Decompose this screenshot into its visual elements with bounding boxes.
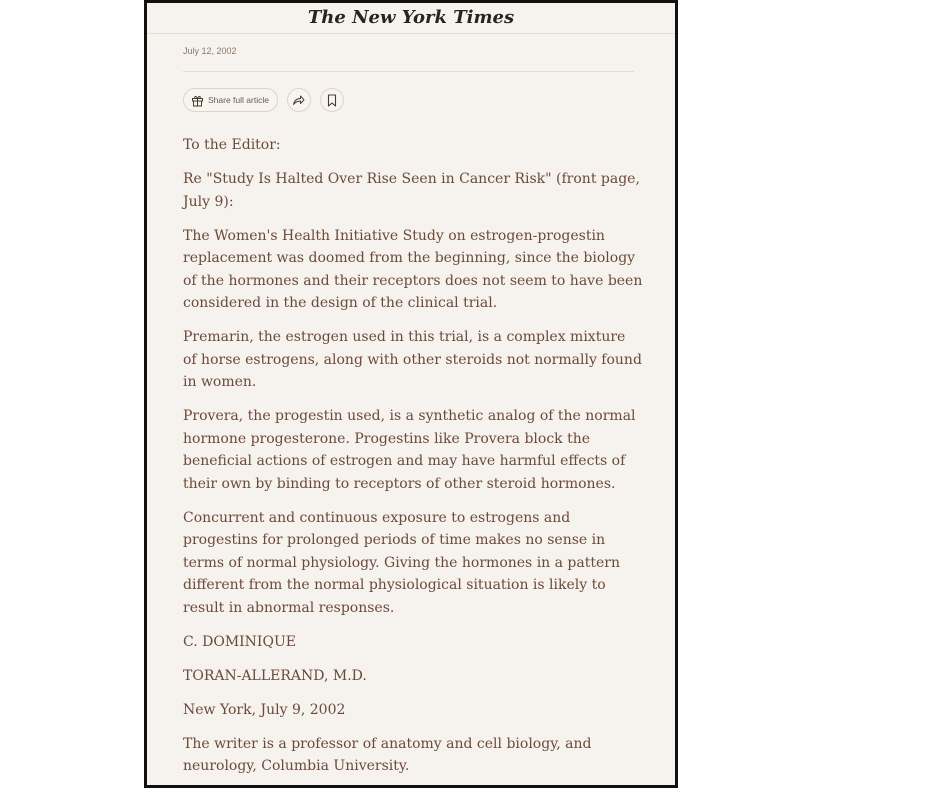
paragraph: Concurrent and continuous exposure to estrogens and progestins for prolonged periods of time makes no sense in terms of normal physiology. Giving the hormones in a pattern different from the normal physiological situation is likely to result in abnormal responses. (183, 509, 620, 616)
paragraph: The Women's Health Initiative Study on estrogen-progestin replacement was doomed from the beginning, since the biology of the hormones and their receptors does not seem to have been considered in the design of the clinical trial. (183, 227, 643, 311)
paragraph: Provera, the progestin used, is a synthetic analog of the normal hormone progesterone. Progestins like Provera block the beneficial actions of estrogen and may have harmful effects of their own by binding to receptors of other steroid hormones. (183, 408, 636, 492)
article-toolbar (183, 87, 344, 113)
share-arrow-icon (292, 94, 305, 106)
share-label: Share full article (208, 95, 269, 105)
paragraph: Premarin, the estrogen used in this trial, is a complex mixture of horse estrogens, along with other steroids not normally found in women. (183, 329, 642, 390)
divider (183, 71, 634, 72)
author-note: The writer is a professor of anatomy and cell biology, and neurology, Columbia University. (183, 735, 592, 774)
signature-name: C. DOMINIQUE (183, 633, 296, 650)
article-frame (144, 0, 678, 788)
save-bookmark-button[interactable] (320, 88, 344, 112)
location-date: New York, July 9, 2002 (183, 701, 346, 718)
share-full-article-button[interactable] (183, 88, 278, 112)
re-line: Re "Study Is Halted Over Rise Seen in Cancer Risk" (front page, July 9): (183, 171, 640, 210)
nyt-logo[interactable]: The New York Times (307, 7, 515, 28)
masthead (147, 3, 675, 34)
signature-name-continued: TORAN-ALLERAND, M.D. (183, 667, 367, 684)
share-button[interactable] (287, 88, 311, 112)
letter-body (183, 134, 643, 788)
salutation: To the Editor: (183, 137, 281, 153)
bookmark-icon (327, 94, 337, 107)
gift-icon (191, 94, 204, 107)
article-date: July 12, 2002 (183, 46, 237, 56)
